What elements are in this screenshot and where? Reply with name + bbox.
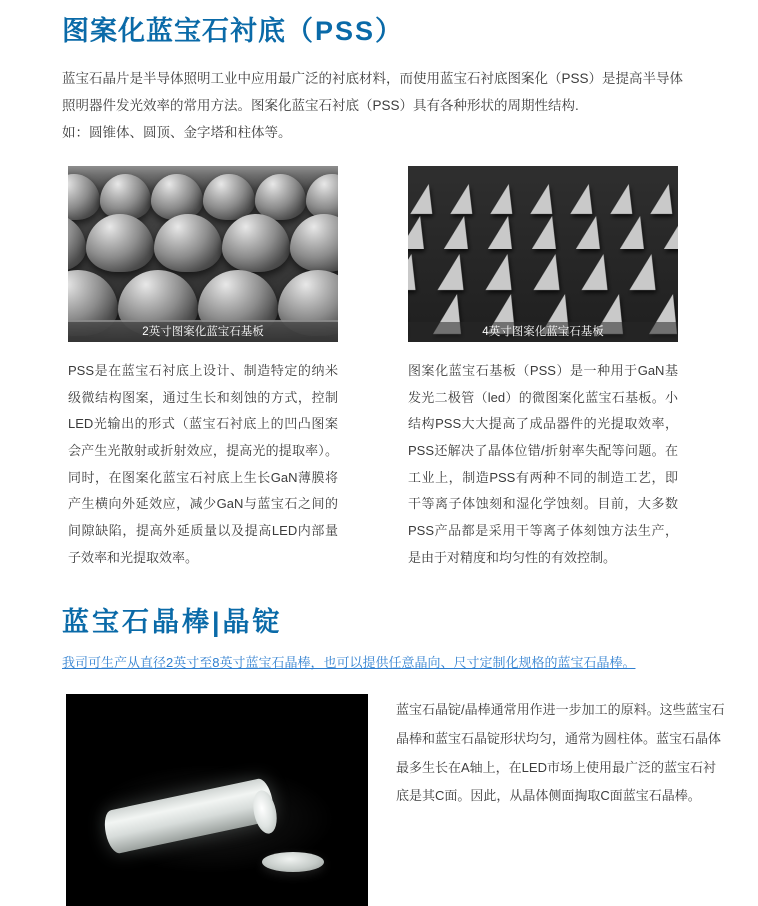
section-subtitle-link[interactable]: 我司可生产从直径2英寸至8英寸蓝宝石晶棒，也可以提供任意晶向、尺寸定制化规格的蓝宝石晶棒。: [62, 655, 636, 671]
figure-caption: 4英寸图案化蓝宝石基板: [408, 322, 678, 342]
pss-description-right: [408, 358, 678, 571]
section-title-main: 图案化蓝宝石衬底: [62, 16, 286, 46]
sapphire-rod-figure: [66, 694, 368, 906]
rod-description: [396, 694, 726, 906]
intro-paragraph: [62, 65, 728, 146]
rod-content-row: [62, 694, 728, 906]
intro-line-2: 照明器件发光效率的常用方法。图案化蓝宝石衬底（PSS）具有各种形状的周期性结构.: [62, 98, 579, 114]
figure-caption: 2英寸图案化蓝宝石基板: [68, 322, 338, 342]
dome-pattern-illustration: [68, 166, 338, 342]
intro-line-1: 蓝宝石晶片是半导体照明工业中应用最广泛的衬底材料，而使用蓝宝石衬底图案化（PSS）是提高半导体: [62, 71, 684, 87]
dome-pss-figure: [68, 166, 338, 342]
pss-description-left-text: PSS是在蓝宝石衬底上设计、制造特定的纳米级微结构图案，通过生长和刻蚀的方式，控制LED光输出的形式（蓝宝石衬底上的凹凸图案会产生光散射或折射效应，提高光的提取率）。同时，在图案化蓝宝石衬底上生长GaN薄膜将产生横向外延效应，减少GaN与蓝宝石之间的间隙缺陷，提高外延质量以及提高LED内部量子效率和光提取效率。: [68, 363, 338, 565]
rod-description-text: 蓝宝石晶锭/晶棒通常用作进一步加工的原料。这些蓝宝石晶棒和蓝宝石晶锭形状均匀，通常为圆柱体。蓝宝石晶体最多生长在A轴上，在LED市场上使用最广泛的蓝宝石衬底是其C面。因此，从晶体侧面掏取C面蓝宝石晶棒。: [396, 702, 725, 804]
figure-column-left: [68, 166, 338, 571]
pss-description-left: [68, 358, 338, 571]
section-title-paren: （PSS）: [286, 16, 405, 46]
cone-pss-figure: [408, 166, 678, 342]
page-title: [62, 0, 728, 49]
pss-description-right-text: 图案化蓝宝石基板（PSS）是一种用于GaN基发光二极管（led）的微图案化蓝宝石基板。小结构PSS大大提高了成品器件的光提取效率，PSS还解决了晶体位错/折射率失配等问题。在工业上，制造PSS有两种不同的制造工艺，即干等离子体蚀刻和湿化学蚀刻。目前，大多数PSS产品都是采用干等离子体刻蚀方法生产，是由于对精度和均匀性的有效控制。: [408, 363, 678, 565]
figure-column-right: [408, 166, 678, 571]
section-sapphire-rod: [0, 605, 758, 906]
section-title-rod: 蓝宝石晶棒|晶锭: [62, 607, 283, 638]
figures-row: [62, 166, 728, 571]
cone-pattern-illustration: [408, 166, 678, 342]
intro-line-3: 如：圆锥体、圆顶、金字塔和柱体等。: [62, 125, 292, 141]
